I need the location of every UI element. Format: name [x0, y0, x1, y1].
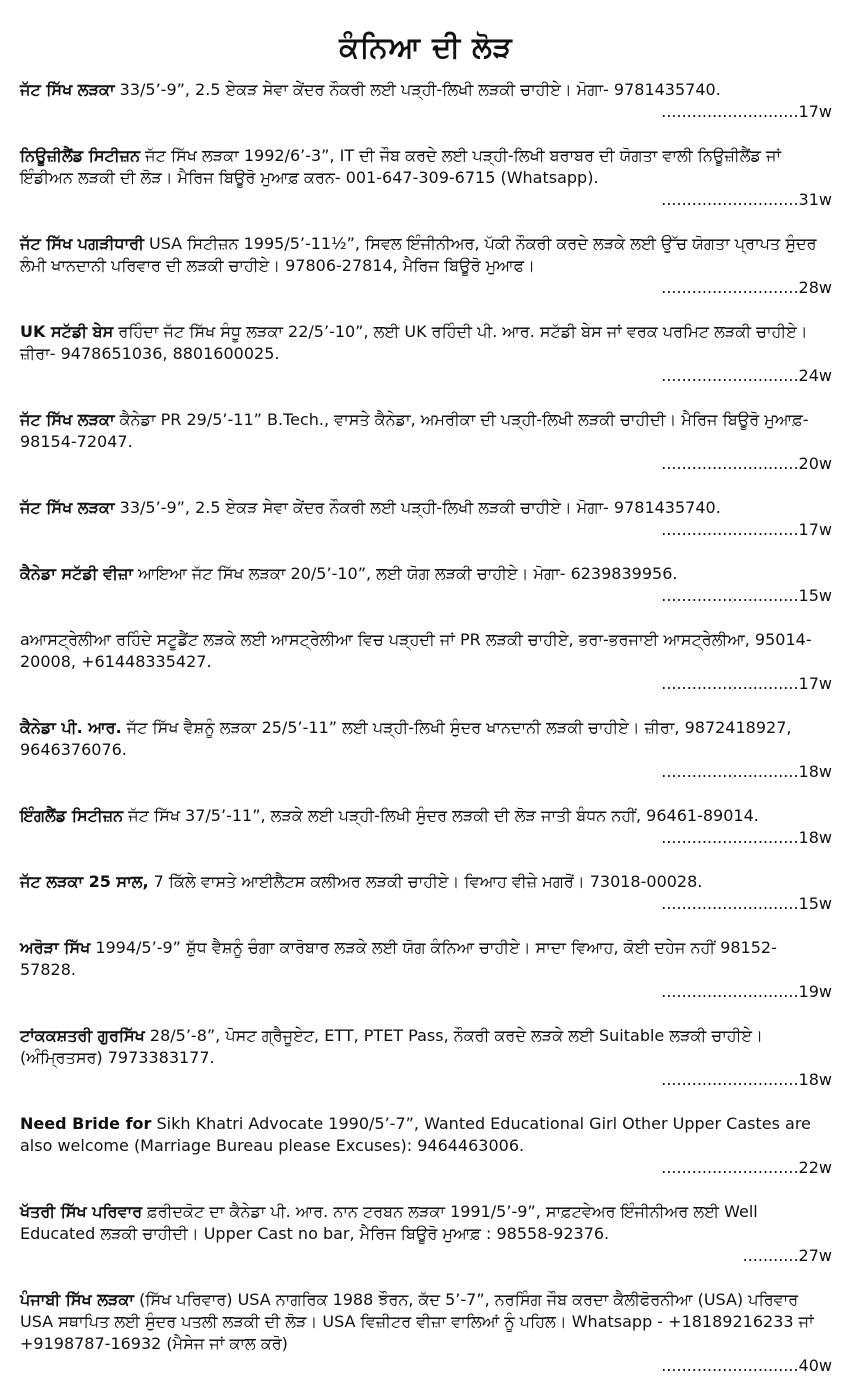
ad-spacer	[20, 915, 832, 937]
ad-heading: ਪੰਜਾਬੀ ਸਿੱਖ ਲੜਕਾ	[20, 1290, 134, 1309]
ad-text	[20, 1113, 832, 1157]
ads-list	[20, 79, 832, 1377]
ad-heading: UK ਸਟੱਡੀ ਬੇਸ	[20, 322, 114, 341]
classified-ad	[20, 1025, 832, 1091]
ad-spacer	[20, 849, 832, 871]
ad-body: ਜੱਟ ਸਿੱਖ ਵੈਸ਼ਨੂੰ ਲੜਕਾ 25/5’-11” ਲਈ ਪੜ੍ਹੀ-ਲਿਖੀ ਸੁੰਦਰ ਖਾਨਦਾਨੀ ਲੜਕੀ ਚਾਹੀਏ। ਜ਼ੀਰਾ, 9872418927, 9646376076.	[20, 718, 792, 759]
ad-spacer	[20, 1179, 832, 1201]
ad-body: 28/5’-8”, ਪੋਸਟ ਗ੍ਰੈਜੂਏਟ, ETT, PTET Pass, ਨੌਕਰੀ ਕਰਦੇ ਲੜਕੇ ਲਈ Suitable ਲੜਕੀ ਚਾਹੀਏ। (ਅੰਮ੍ਰਿਤਸਰ) 7973383177.	[20, 1026, 763, 1067]
ad-body: 33/5’-9”, 2.5 ਏਕੜ ਸੇਵਾ ਕੇਂਦਰ ਨੌਕਰੀ ਲਈ ਪੜ੍ਹੀ-ਲਿਖੀ ਲੜਕੀ ਚਾਹੀਏ। ਮੋਗਾ- 9781435740.	[114, 498, 721, 517]
ad-heading: ਜੱਟ ਸਿੱਖ ਲੜਕਾ	[20, 410, 115, 429]
ad-body: ਫ਼ਰੀਦਕੋਟ ਦਾ ਕੈਨੇਡਾ ਪੀ. ਆਰ. ਨਾਨ ਟਰਬਨ ਲੜਕਾ 1991/5’-9”, ਸਾਫ਼ਟਵੇਅਰ ਇੰਜੀਨੀਅਰ ਲਈ Well Educated ਲੜਕੀ ਚਾਹੀਦੀ। Upper Cast no bar, ਮੈਰਿਜ ਬਿਊਰੋ ਮੁਆਫ਼ : 98558-92376.	[20, 1202, 758, 1243]
ad-text	[20, 1289, 832, 1355]
ad-spacer	[20, 387, 832, 409]
ad-spacer	[20, 1003, 832, 1025]
classified-ad	[20, 145, 832, 211]
ad-code: ...........................28w	[661, 278, 832, 297]
ad-text	[20, 145, 832, 189]
classified-ad	[20, 717, 832, 783]
ad-code: ...........................40w	[661, 1356, 832, 1375]
classified-ad	[20, 409, 832, 475]
ad-heading: ਕੈਨੇਡਾ ਪੀ. ਆਰ.	[20, 718, 122, 737]
ad-heading: ਟਾਂਕਕਸ਼ਤਰੀ ਗੁਰਸਿੱਖ	[20, 1026, 145, 1045]
ad-spacer	[20, 123, 832, 145]
ad-code: ...........................19w	[661, 982, 832, 1001]
classified-ad	[20, 563, 832, 607]
ad-body: USA ਸਿਟੀਜ਼ਨ 1995/5’-11½”, ਸਿਵਲ ਇੰਜੀਨੀਅਰ, ਪੱਕੀ ਨੌਕਰੀ ਕਰਦੇ ਲੜਕੇ ਲਈ ਉੱਚ ਯੋਗਤਾ ਪ੍ਰਾਪਤ ਸੁੰਦਰ ਲੰਮੀ ਖਾਨਦਾਨੀ ਪਰਿਵਾਰ ਦੀ ਲੜਕੀ ਚਾਹੀਏ। 97806-27814, ਮੈਰਿਜ ਬਿਊਰੋ ਮੁਆਫ।	[20, 234, 817, 275]
classified-ad	[20, 497, 832, 541]
ad-spacer	[20, 1267, 832, 1289]
ad-spacer	[20, 541, 832, 563]
ad-code: ...........................15w	[661, 894, 832, 913]
ad-text	[20, 871, 832, 893]
ad-code: ...........................17w	[661, 674, 832, 693]
ad-spacer	[20, 475, 832, 497]
ad-text	[20, 805, 832, 827]
ad-heading: Need Bride for	[20, 1114, 152, 1133]
classified-ad	[20, 805, 832, 849]
classified-ad	[20, 1201, 832, 1267]
ad-body: aਆਸਟ੍ਰੇਲੀਆ ਰਹਿੰਦੇ ਸਟੂਡੈਂਟ ਲੜਕੇ ਲਈ ਆਸਟ੍ਰੇਲੀਆ ਵਿਚ ਪੜ੍ਹਦੀ ਜਾਂ PR ਲੜਕੀ ਚਾਹੀਏ, ਭਰਾ-ਭਰਜਾਈ ਆਸਟ੍ਰੇਲੀਆ, 95014-20008, +61448335427.	[20, 630, 812, 671]
ad-heading: ਕੈਨੇਡਾ ਸਟੱਡੀ ਵੀਜ਼ਾ	[20, 564, 133, 583]
ad-body: ਜੱਟ ਸਿੱਖ 37/5’-11”, ਲੜਕੇ ਲਈ ਪੜ੍ਹੀ-ਲਿਖੀ ਸੁੰਦਰ ਲੜਕੀ ਦੀ ਲੋੜ ਜਾਤੀ ਬੰਧਨ ਨਹੀਂ, 96461-89014.	[123, 806, 759, 825]
ad-text	[20, 1201, 832, 1245]
ad-code: ...........................22w	[661, 1158, 832, 1177]
classified-ad	[20, 1113, 832, 1179]
classified-ad	[20, 321, 832, 387]
ad-spacer	[20, 783, 832, 805]
ad-spacer	[20, 1091, 832, 1113]
classified-ad	[20, 937, 832, 1003]
ad-body: Sikh Khatri Advocate 1990/5’-7”, Wanted Educational Girl Other Upper Castes are also welcome (Marriage Bureau please Excuses): 9464463006.	[20, 1114, 811, 1155]
classified-ad	[20, 629, 832, 695]
ad-text	[20, 409, 832, 453]
classified-ad	[20, 233, 832, 299]
ad-text	[20, 79, 832, 101]
ad-code: ...........................20w	[661, 454, 832, 473]
ad-heading: ਅਰੋੜਾ ਸਿੱਖ	[20, 938, 91, 957]
ad-code: ...........................18w	[661, 828, 832, 847]
ad-code: ...........................31w	[661, 190, 832, 209]
ad-body: 7 ਕਿੱਲੇ ਵਾਸਤੇ ਆਈਲੈਟਸ ਕਲੀਅਰ ਲੜਕੀ ਚਾਹੀਏ। ਵਿਆਹ ਵੀਜ਼ੇ ਮਗਰੋਂ। 73018-00028.	[148, 872, 703, 891]
ad-code: ...........................24w	[661, 366, 832, 385]
ad-heading: ਜੱਟ ਸਿੱਖ ਲੜਕਾ	[20, 498, 115, 517]
ad-text	[20, 1025, 832, 1069]
ad-text	[20, 321, 832, 365]
ad-heading: ਖੱਤਰੀ ਸਿੱਖ ਪਰਿਵਾਰ	[20, 1202, 143, 1221]
ad-spacer	[20, 299, 832, 321]
ad-text	[20, 497, 832, 519]
ad-spacer	[20, 695, 832, 717]
ad-code: ...........................17w	[661, 102, 832, 121]
ad-body: ਆਇਆ ਜੱਟ ਸਿੱਖ ਲੜਕਾ 20/5’-10”, ਲਈ ਯੋਗ ਲੜਕੀ ਚਾਹੀਏ। ਮੋਗਾ- 6239839956.	[133, 564, 678, 583]
ad-heading: ਨਿਊਜ਼ੀਲੈਂਡ ਸਿਟੀਜ਼ਨ	[20, 146, 141, 165]
ad-body: 1994/5’-9” ਸ਼ੁੱਧ ਵੈਸ਼ਨੂੰ ਚੰਗਾ ਕਾਰੋਬਾਰ ਲੜਕੇ ਲਈ ਯੋਗ ਕੰਨਿਆ ਚਾਹੀਏ। ਸਾਦਾ ਵਿਆਹ, ਕੋਈ ਦਹੇਜ ਨਹੀਂ 98152-57828.	[20, 938, 777, 979]
ad-body: ਰਹਿੰਦਾ ਜੱਟ ਸਿੱਖ ਸੰਧੂ ਲੜਕਾ 22/5’-10”, ਲਈ UK ਰਹਿੰਦੀ ਪੀ. ਆਰ. ਸਟੱਡੀ ਬੇਸ ਜਾਂ ਵਰਕ ਪਰਮਿਟ ਲੜਕੀ ਚਾਹੀਏ। ਜ਼ੀਰਾ- 9478651036, 8801600025.	[20, 322, 808, 363]
ad-code: ...........................15w	[661, 586, 832, 605]
ad-code: ...........27w	[742, 1246, 832, 1265]
ad-text	[20, 629, 832, 673]
ad-text	[20, 563, 832, 585]
ad-text	[20, 717, 832, 761]
classified-ad	[20, 1289, 832, 1377]
ad-code: ...........................17w	[661, 520, 832, 539]
ad-body: ਕੈਨੇਡਾ PR 29/5’-11” B.Tech., ਵਾਸਤੇ ਕੈਨੇਡਾ, ਅਮਰੀਕਾ ਦੀ ਪੜ੍ਹੀ-ਲਿਖੀ ਲੜਕੀ ਚਾਹੀਦੀ। ਮੈਰਿਜ ਬਿਊਰੋ ਮੁਆਫ਼- 98154-72047.	[20, 410, 809, 451]
ad-heading: ਇੰਗਲੈਂਡ ਸਿਟੀਜ਼ਨ	[20, 806, 124, 825]
ad-code: ...........................18w	[661, 1070, 832, 1089]
ad-spacer	[20, 211, 832, 233]
ad-code: ...........................18w	[661, 762, 832, 781]
ad-text	[20, 937, 832, 981]
classified-ad	[20, 871, 832, 915]
ad-body: ਜੱਟ ਸਿੱਖ ਲੜਕਾ 1992/6’-3”, IT ਦੀ ਜੌਬ ਕਰਦੇ ਲਈ ਪੜ੍ਹੀ-ਲਿਖੀ ਬਰਾਬਰ ਦੀ ਯੋਗਤਾ ਵਾਲੀ ਨਿਊਜ਼ੀਲੈਂਡ ਜਾਂ ਇੰਡੀਅਨ ਲੜਕੀ ਦੀ ਲੋੜ। ਮੈਰਿਜ ਬਿਊਰੋ ਮੁਆਫ਼ ਕਰਨ- 001-647-309-6715 (Whatsapp).	[20, 146, 781, 187]
ad-body: 33/5’-9”, 2.5 ਏਕੜ ਸੇਵਾ ਕੇਂਦਰ ਨੌਕਰੀ ਲਈ ਪੜ੍ਹੀ-ਲਿਖੀ ਲੜਕੀ ਚਾਹੀਏ। ਮੋਗਾ- 9781435740.	[114, 80, 721, 99]
ad-heading: ਜੱਟ ਸਿੱਖ ਲੜਕਾ	[20, 80, 115, 99]
ad-heading: ਜੱਟ ਲੜਕਾ 25 ਸਾਲ,	[20, 872, 149, 891]
page-title: ਕੰਨਿਆ ਦੀ ਲੋੜ	[339, 30, 513, 64]
ad-text	[20, 233, 832, 277]
ad-spacer	[20, 607, 832, 629]
classified-ad	[20, 79, 832, 123]
ad-heading: ਜੱਟ ਸਿੱਖ ਪਗੜੀਧਾਰੀ	[20, 234, 144, 253]
ad-body: (ਸਿੱਖ ਪਰਿਵਾਰ) USA ਨਾਗਰਿਕ 1988 ਝੌਰਨ, ਕੱਦ 5’-7”, ਨਰਸਿੰਗ ਜੌਬ ਕਰਦਾ ਕੈਲੀਫੋਰਨੀਆ (USA) ਪਰਿਵਾਰ USA ਸਥਾਪਿਤ ਲਈ ਸੁੰਦਰ ਪਤਲੀ ਲੜਕੀ ਦੀ ਲੋੜ। USA ਵਿਜ਼ੀਟਰ ਵੀਜ਼ਾ ਵਾਲਿਆਂ ਨੂੰ ਪਹਿਲ। Whatsapp - +18189216233 ਜਾਂ +9198787-16932 (ਮੈਸੇਜ ਜਾਂ ਕਾਲ ਕਰੋ)	[20, 1290, 814, 1353]
